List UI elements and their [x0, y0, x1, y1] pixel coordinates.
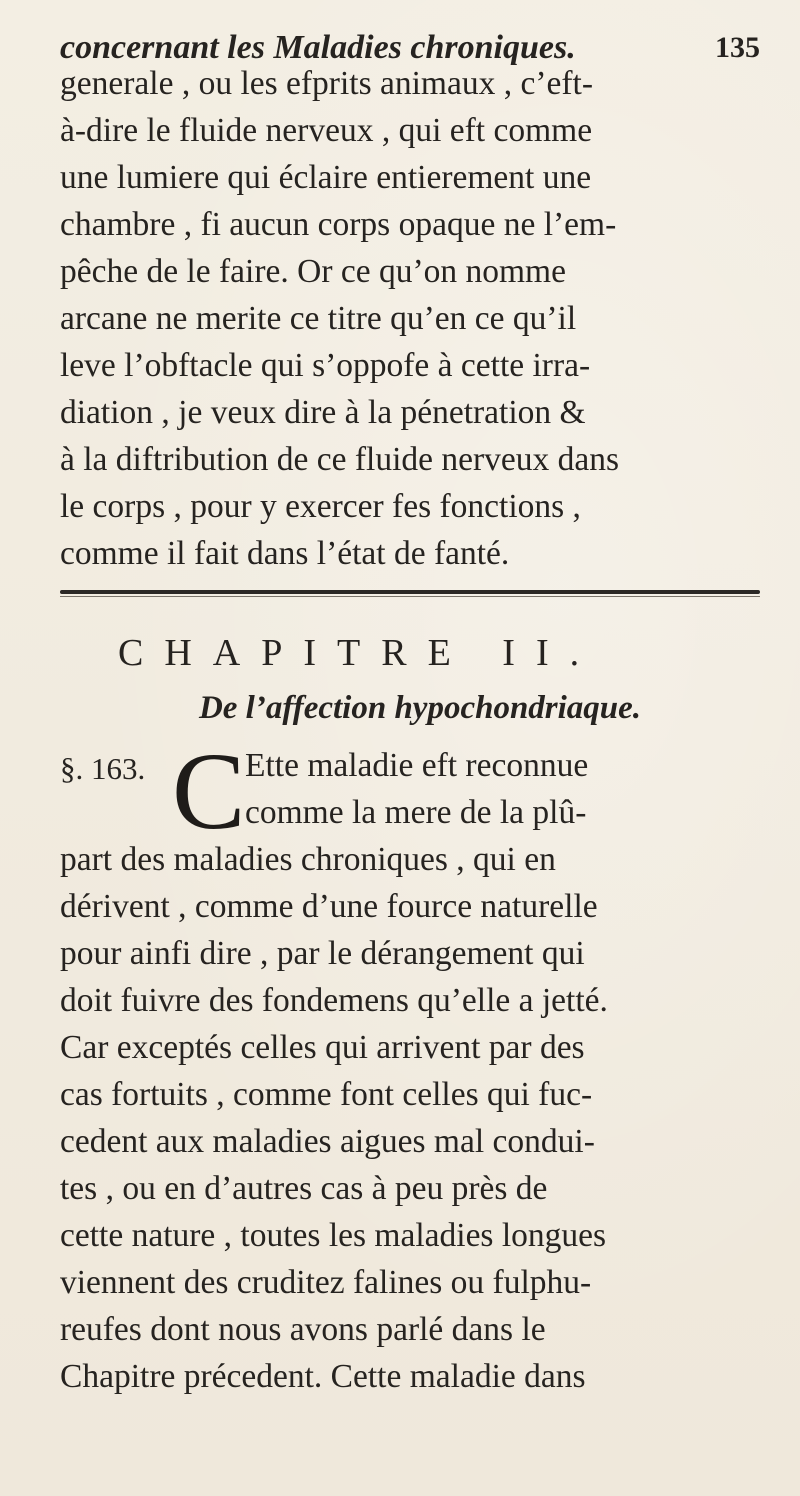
chapter-heading: CHAPITRE II. [118, 632, 601, 674]
text-line: viennent des cruditez falines ou fulphu- [60, 1264, 592, 1301]
chapter-divider-rule [60, 590, 760, 594]
paragraph-opening-lines [245, 742, 765, 836]
text-line: Ette maladie eft reconnue [245, 747, 589, 784]
section-number: §. 163. [60, 751, 146, 786]
text-line: dérivent , comme d’une fource naturelle [60, 888, 598, 925]
text-line: part des maladies chroniques , qui en [60, 841, 556, 878]
text-line: Chapitre précedent. Cette maladie dans [60, 1358, 586, 1395]
text-line: comme la mere de la plû- [245, 794, 587, 831]
drop-cap: C [172, 730, 246, 852]
text-line: cedent aux maladies aigues mal condui- [60, 1123, 595, 1160]
text-line: Car exceptés celles qui arrivent par des [60, 1029, 585, 1066]
running-title: concernant les Maladies chroniques. [60, 29, 576, 66]
text-line: comme il fait dans l’état de fanté. [60, 535, 510, 572]
text-line: tes , ou en d’autres cas à peu près de [60, 1170, 548, 1207]
text-line: à la diftribution de ce fluide nerveux dans [60, 441, 620, 478]
text-line: chambre , fi aucun corps opaque ne l’em- [60, 206, 617, 243]
chapter-divider-rule-thin [60, 596, 760, 597]
text-line: doit fuivre des fondemens qu’elle a jetté. [60, 982, 608, 1019]
text-line: diation , je veux dire à la pénetration & [60, 394, 586, 431]
text-line: generale , ou les efprits animaux , c’eft- [60, 65, 593, 102]
text-line: le corps , pour y exercer fes fonctions , [60, 488, 581, 525]
text-line: reufes dont nous avons parlé dans le [60, 1311, 546, 1348]
chapter-subtitle: De l’affection hypochondriaque. [198, 690, 642, 726]
text-line: leve l’obftacle qui s’oppofe à cette irra- [60, 347, 591, 384]
page-number: 135 [715, 31, 760, 64]
text-line: à-dire le fluide nerveux , qui eft comme [60, 112, 593, 149]
text-line: cas fortuits , comme font celles qui fuc- [60, 1076, 593, 1113]
paragraph-body [60, 836, 760, 1400]
text-line: pêche de le faire. Or ce qu’on nomme [60, 253, 566, 290]
text-line: pour ainfi dire , par le dérangement qui [60, 935, 585, 972]
text-line: cette nature , toutes les maladies longues [60, 1217, 607, 1254]
paragraph-continued [60, 60, 760, 577]
text-line: arcane ne merite ce titre qu’en ce qu’il [60, 300, 577, 337]
text-line: une lumiere qui éclaire entierement une [60, 159, 592, 196]
